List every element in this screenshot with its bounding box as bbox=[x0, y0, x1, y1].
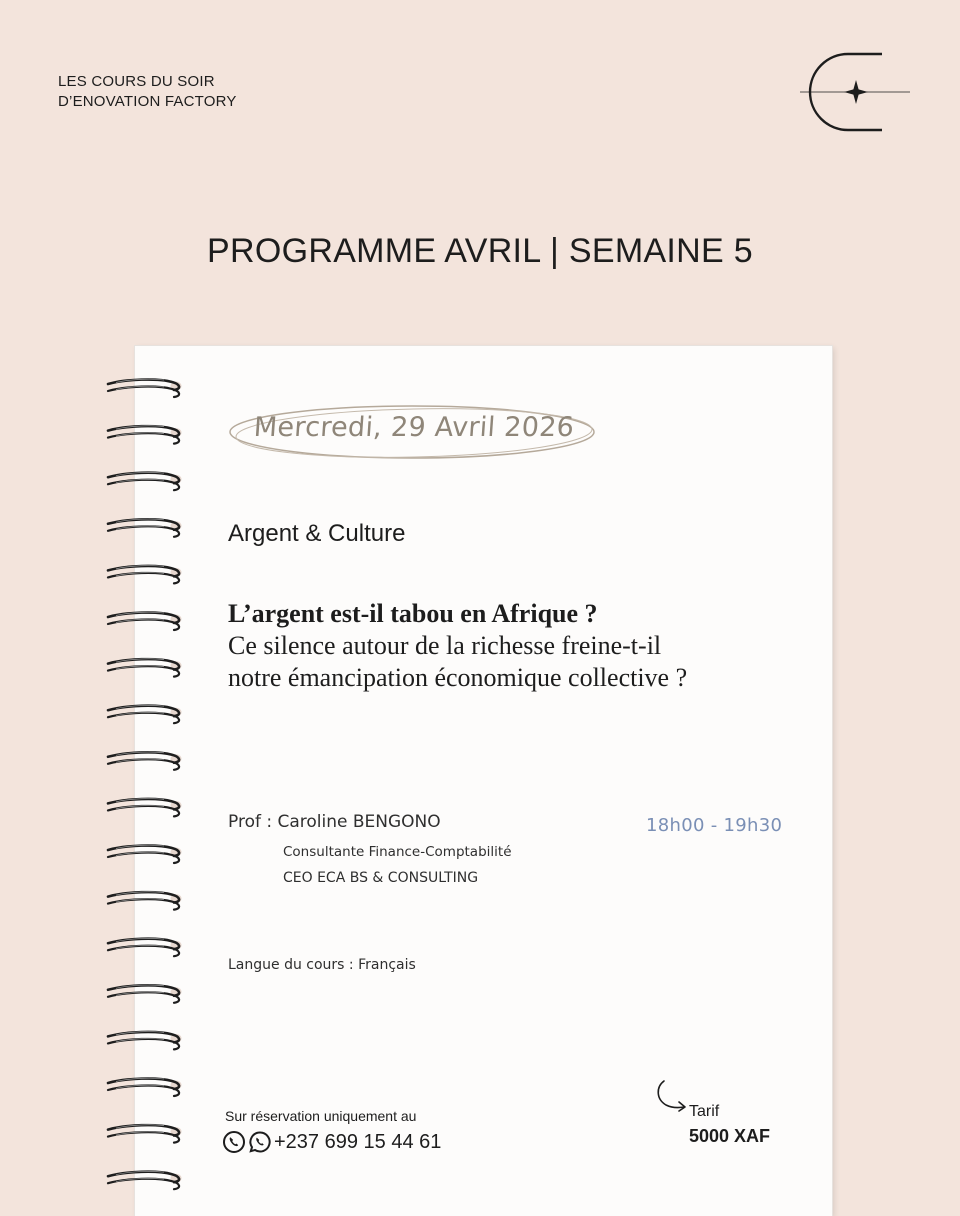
binding-ring bbox=[108, 938, 182, 956]
brand-name bbox=[58, 72, 237, 112]
professor-name: Prof : Caroline BENGONO bbox=[228, 812, 441, 832]
booking-phone-row bbox=[222, 1128, 441, 1156]
price-label: Tarif bbox=[689, 1103, 720, 1120]
binding-ring bbox=[108, 985, 182, 1003]
binding-ring bbox=[108, 472, 182, 490]
whatsapp-icon bbox=[248, 1130, 272, 1154]
page-title: PROGRAMME AVRIL | SEMAINE 5 bbox=[207, 232, 753, 270]
phone-icon bbox=[222, 1130, 246, 1154]
brand-line-1: LES COURS DU SOIR bbox=[58, 73, 215, 90]
booking-phone-number[interactable]: +237 699 15 44 61 bbox=[274, 1130, 442, 1153]
binding-ring bbox=[108, 845, 182, 863]
binding-ring bbox=[108, 612, 182, 630]
notebook-page bbox=[135, 346, 832, 1216]
question-line-3: notre émancipation économique collective ? bbox=[228, 663, 688, 692]
course-time: 18h00 - 19h30 bbox=[646, 815, 783, 836]
binding-ring bbox=[108, 566, 182, 584]
question-title: L’argent est-il tabou en Afrique ? bbox=[228, 599, 598, 628]
course-date: Mercredi, 29 Avril 2026 bbox=[252, 412, 576, 443]
binding-ring bbox=[108, 659, 182, 677]
professor-role: Consultante Finance-Comptabilité bbox=[283, 844, 512, 860]
binding-ring bbox=[108, 799, 182, 817]
binding-ring bbox=[108, 705, 182, 723]
binding-ring bbox=[108, 1125, 182, 1143]
binding-ring bbox=[108, 752, 182, 770]
date-badge bbox=[224, 400, 614, 466]
spiral-binding bbox=[106, 370, 196, 1200]
binding-ring bbox=[108, 1032, 182, 1050]
binding-ring bbox=[108, 379, 182, 397]
binding-ring bbox=[108, 1078, 182, 1096]
price-value: 5000 XAF bbox=[689, 1126, 771, 1146]
booking-label: Sur réservation uniquement au bbox=[225, 1108, 417, 1124]
course-question bbox=[228, 598, 808, 694]
course-category: Argent & Culture bbox=[228, 520, 406, 547]
binding-ring bbox=[108, 519, 182, 537]
course-language: Langue du cours : Français bbox=[228, 957, 416, 973]
brand-line-2: D’ENOVATION FACTORY bbox=[58, 93, 237, 110]
binding-ring bbox=[108, 1171, 182, 1189]
enovation-logo-icon bbox=[800, 46, 915, 136]
binding-ring bbox=[108, 892, 182, 910]
question-line-2: Ce silence autour de la richesse freine-t-il bbox=[228, 631, 662, 660]
curved-arrow-icon bbox=[652, 1077, 694, 1117]
professor-company: CEO ECA BS & CONSULTING bbox=[283, 870, 479, 886]
binding-ring bbox=[108, 426, 182, 444]
